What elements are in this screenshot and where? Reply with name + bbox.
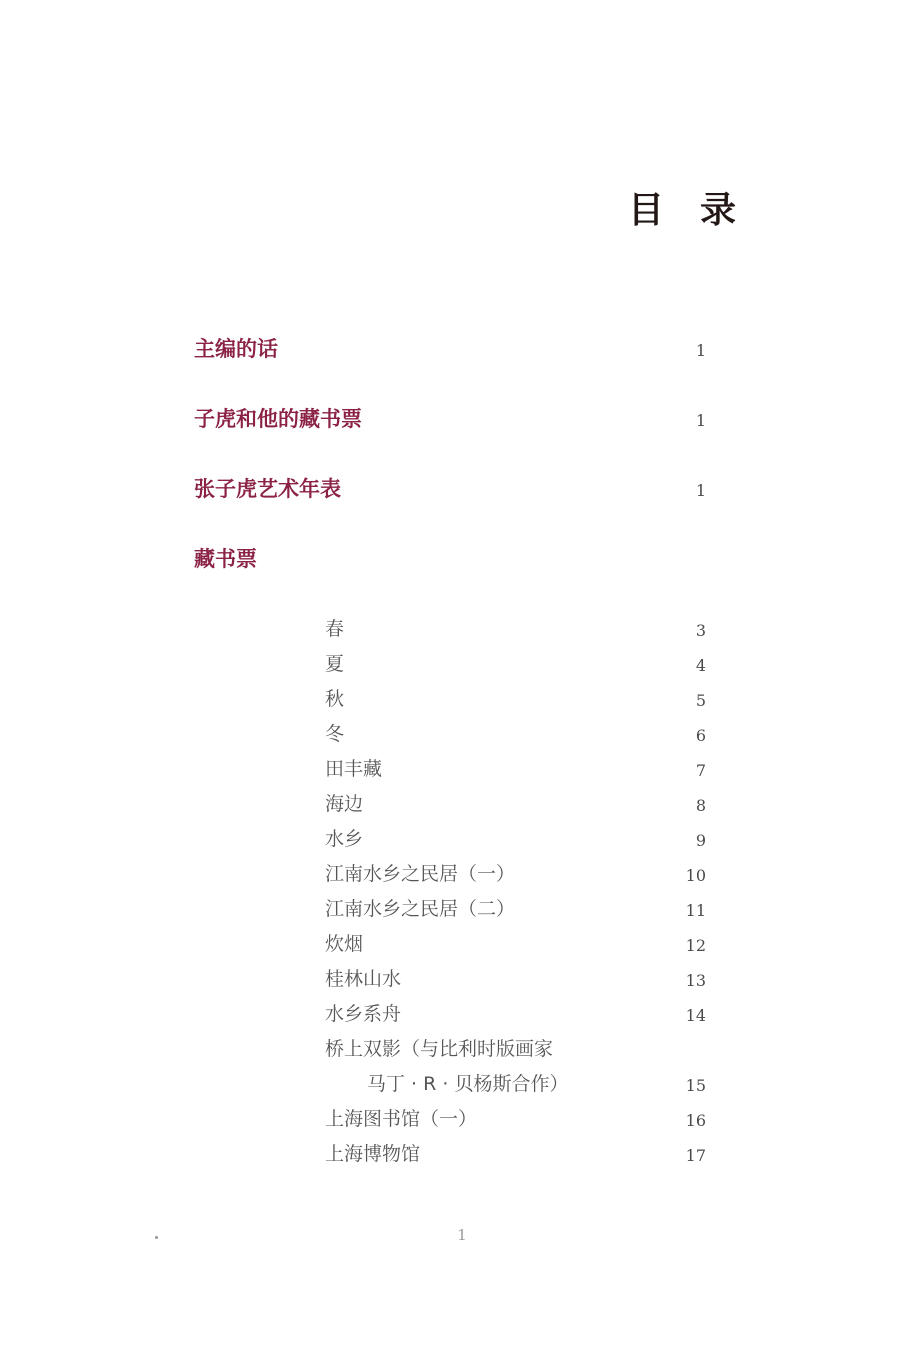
toc-entry[interactable]: 冬 [325, 723, 345, 745]
toc-entry-page: 7 [695, 761, 706, 780]
toc-entry[interactable]: 江南水乡之民居（二） [325, 898, 516, 920]
page-number: 1 [457, 1226, 467, 1244]
toc-entry-page: 11 [685, 901, 706, 920]
toc-entry[interactable]: 上海博物馆 [325, 1143, 421, 1165]
toc-entry[interactable]: 海边 [325, 793, 364, 815]
toc-entry[interactable]: 水乡 [325, 828, 364, 850]
toc-entry-page: 8 [695, 796, 706, 815]
toc-entry-page: 10 [685, 866, 706, 885]
toc-entry-continuation[interactable]: 马丁 · R · 贝杨斯合作） [367, 1073, 569, 1095]
toc-entry[interactable]: 桥上双影（与比利时版画家 [325, 1038, 554, 1060]
page-title: 目 录 [628, 189, 737, 231]
toc-entry[interactable]: 水乡系舟 [325, 1003, 402, 1025]
toc-entry-page: 3 [695, 621, 706, 640]
toc-section-editor-note-page: 1 [695, 341, 706, 360]
toc-entry-page: 16 [685, 1111, 706, 1130]
toc-entry-page: 14 [685, 1006, 706, 1025]
toc-entry[interactable]: 江南水乡之民居（一） [325, 863, 516, 885]
toc-entry-page: 5 [695, 691, 706, 710]
toc-entry[interactable]: 炊烟 [325, 933, 364, 955]
toc-entry-page: 6 [695, 726, 706, 745]
toc-section-zihu-bookplates-page: 1 [695, 411, 706, 430]
toc-entry-page: 15 [685, 1076, 706, 1095]
toc-entry[interactable]: 春 [325, 618, 345, 640]
toc-section-chronology-page: 1 [695, 481, 706, 500]
toc-entry[interactable]: 田丰藏 [325, 758, 383, 780]
toc-entry-page: 17 [685, 1146, 706, 1165]
toc-section-chronology[interactable]: 张子虎艺术年表 [194, 477, 341, 501]
toc-section-bookplates[interactable]: 藏书票 [194, 547, 257, 571]
corner-dot [155, 1236, 158, 1239]
toc-entry[interactable]: 秋 [325, 688, 345, 710]
toc-entry[interactable]: 夏 [325, 653, 345, 675]
toc-section-editor-note[interactable]: 主编的话 [194, 337, 278, 361]
toc-section-zihu-bookplates[interactable]: 子虎和他的藏书票 [194, 407, 362, 431]
toc-entry-page: 4 [695, 656, 706, 675]
toc-entry-page: 13 [685, 971, 706, 990]
toc-entry[interactable]: 上海图书馆（一） [325, 1108, 478, 1130]
toc-entry-page: 9 [695, 831, 706, 850]
toc-entry-page: 12 [685, 936, 706, 955]
toc-entry[interactable]: 桂林山水 [325, 968, 402, 990]
